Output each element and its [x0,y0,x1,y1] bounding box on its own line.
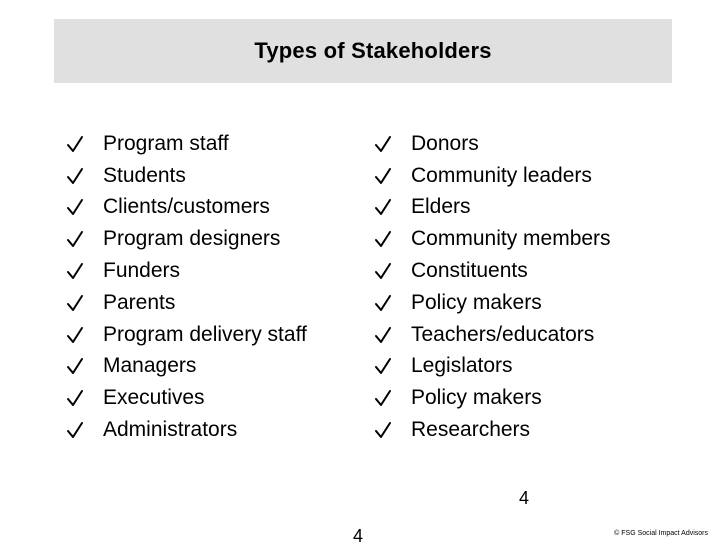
list-item [66,192,366,224]
list-item-label: Students [103,163,186,187]
list-item [374,160,674,192]
checkmark-icon [374,229,392,249]
checkmark-icon [66,261,84,281]
list-item-label: Policy makers [411,290,542,314]
list-item [374,255,674,287]
list-item [66,382,366,414]
list-item-label: Program staff [103,131,229,155]
checkmark-icon [374,293,392,313]
list-item-label: Managers [103,354,197,378]
footer-credit: © FSG Social Impact Advisors [614,530,708,537]
list-item [374,319,674,351]
list-item-label: Clients/customers [103,195,270,219]
list-item-label: Researchers [411,418,531,442]
checkmark-icon [374,197,392,217]
list-item-label: Teachers/educators [411,322,595,346]
slide-title: Types of Stakeholders [254,38,492,63]
list-item [374,382,674,414]
list-item [66,319,366,351]
stakeholder-list-right [374,128,674,446]
list-item-label: Funders [103,259,181,283]
checkmark-icon [66,166,84,186]
list-item [66,287,366,319]
checkmark-icon [374,166,392,186]
list-item-label: Community leaders [411,163,592,187]
list-item-label: Elders [411,195,471,219]
checkmark-icon [374,325,392,345]
list-item-label: Parents [103,290,176,314]
checkmark-icon [66,325,84,345]
list-item [374,414,674,446]
checkmark-icon [374,356,392,376]
list-item-label: Administrators [103,418,238,442]
checkmark-icon [66,229,84,249]
checkmark-icon [66,388,84,408]
checkmark-icon [374,134,392,154]
list-item-label: Program designers [103,227,281,251]
list-item-label: Executives [103,386,205,410]
list-item-label: Program delivery staff [103,322,307,346]
checkmark-icon [66,293,84,313]
list-item [374,192,674,224]
checkmark-icon [374,420,392,440]
page-number: 4 [519,488,530,508]
checkmark-icon [66,197,84,217]
list-item-label: Community members [411,227,611,251]
list-item [66,128,366,160]
checkmark-icon [374,261,392,281]
list-item-label: Constituents [411,259,528,283]
checkmark-icon [66,420,84,440]
checkmark-icon [66,356,84,376]
checkmark-icon [374,388,392,408]
list-item-label: Policy makers [411,386,542,410]
list-item [66,414,366,446]
list-item [374,351,674,383]
list-item [374,128,674,160]
list-item [374,223,674,255]
list-item-label: Donors [411,131,479,155]
title-bar [54,19,672,83]
list-item [66,255,366,287]
list-item [374,287,674,319]
page-number-bottom: 4 [353,526,364,546]
list-item-label: Legislators [411,354,513,378]
list-item [66,351,366,383]
checkmark-icon [66,134,84,154]
stakeholder-list-left [66,128,366,446]
list-item [66,223,366,255]
list-item [66,160,366,192]
